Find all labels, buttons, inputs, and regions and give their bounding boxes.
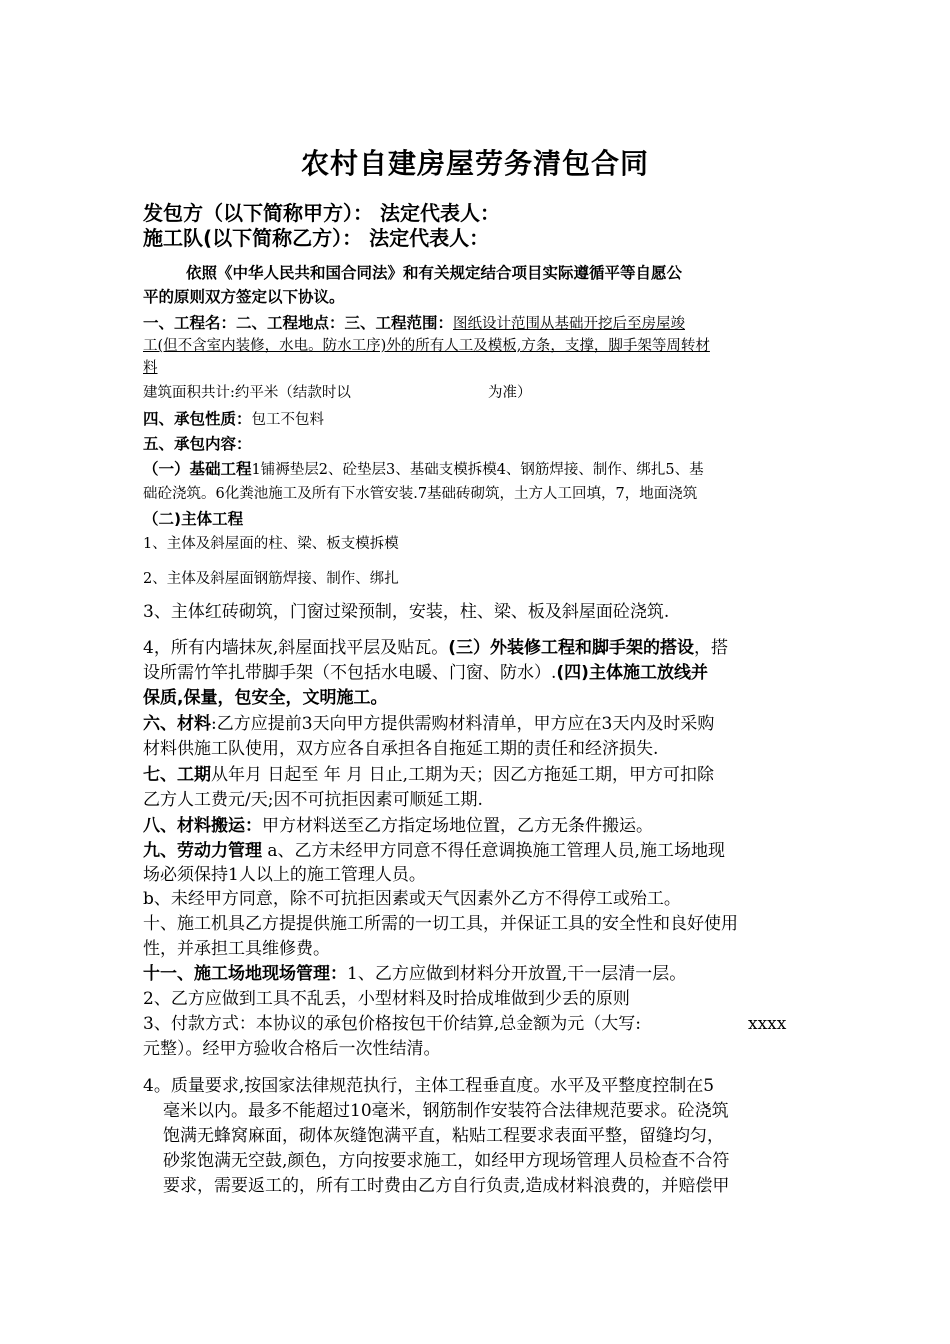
main-works-item-1: 1、主体及斜屋面的柱、梁、板支模拆模	[143, 536, 399, 552]
item-4-tail: ，搭	[694, 638, 729, 658]
foundation-line-1	[143, 458, 704, 481]
main-works-item-4-line-3: 保质,保量，包安全，文明施工。	[143, 688, 388, 708]
quality-line-4: 砂浆饱满无空鼓,颜色，方向按要求施工，如经甲方现场管理人员检查不合符	[163, 1151, 730, 1171]
quality-line-3: 饱满无蜂窝麻面，砌体灰缝饱满平直，粘贴工程要求表面平整，留缝均匀，	[163, 1126, 724, 1146]
section-6-line-1	[143, 713, 714, 735]
section-11-line-1	[143, 963, 686, 985]
section-8-text: 甲方材料送至乙方指定场地位置，乙方无条件搬运。	[262, 816, 653, 836]
section-9-heading: 九、劳动力管理	[143, 841, 262, 861]
party-a-line: 发包方（以下简称甲方）： 法定代表人：	[143, 201, 500, 225]
party-b-line: 施工队(以下简称乙方）： 法定代表人：	[143, 226, 490, 250]
main-works-item-4-line-1	[143, 637, 728, 659]
section-4-line	[143, 408, 324, 431]
section-8-line	[143, 815, 653, 837]
scope-text-3: 料	[143, 360, 158, 376]
section-7-line-1	[143, 764, 714, 786]
payment-amount-placeholder: xxxx	[748, 1014, 787, 1034]
scope-text-1: 图纸设计范围从基础开挖后至房屋竣	[453, 316, 686, 332]
section-10-text-2: 性，并承担工具维修费。	[143, 939, 330, 959]
section-7-heading: 七、工期	[143, 765, 211, 785]
foundation-text-2: 础砼浇筑。6化粪池施工及所有下水管安装.7基础砖砌筑，土方人工回填，7，地面浇筑	[143, 486, 698, 502]
section-6-heading: 六、材料	[143, 714, 211, 734]
preamble-line-2: 平的原则双方签定以下协议。	[143, 288, 345, 306]
section-9-text-3: b、未经甲方同意，除不可抗拒因素或天气因素外乙方不得停工或殆工。	[143, 889, 681, 909]
section-5-heading: 五、承包内容：	[143, 435, 252, 453]
scaffold-text: 设所需竹竿扎带脚手架（不包括水电暖、门窗、防水）.	[143, 663, 557, 683]
section-6-text-2: 材料供施工队使用，双方应各自承担各自拖延工期的责任和经济损失.	[143, 739, 659, 759]
payment-line-1: 3、付款方式：本协议的承包价格按包干价结算,总金额为元（大写:	[143, 1014, 641, 1034]
section-6-text-1: :乙方应提前3天向甲方提供需购材料清单，甲方应在3天内及时采购	[211, 714, 715, 734]
section-1-3-line-1	[143, 312, 685, 335]
section-11-heading: 十一、施工场地现场管理：	[143, 964, 347, 984]
area-line: 建筑面积共计:约平米（结款时以	[143, 385, 351, 401]
section-exterior-heading: (三）外装修工程和脚手架的搭设	[448, 638, 695, 658]
section-9-line-1	[143, 840, 725, 862]
section-4-heading: 四、承包性质：	[143, 410, 252, 428]
quality-line-1: 4。质量要求,按国家法律规范执行，主体工程垂直度。水平及平整度控制在5	[143, 1076, 715, 1096]
main-works-item-4-line-2	[143, 662, 708, 684]
main-works-heading: （二)主体工程	[143, 510, 244, 528]
section-10-text-1: 十、施工机具乙方提提供施工所需的一切工具，并保证工具的安全性和良好使用	[143, 914, 738, 934]
quality-line-5: 要求，需要返工的，所有工时费由乙方自行负责,造成材料浪费的，并赔偿甲	[163, 1176, 730, 1196]
quality-line-2: 毫米以内。最多不能超过10毫米，钢筋制作安装符合法律规范要求。砼浇筑	[163, 1101, 729, 1121]
main-works-item-2: 2、主体及斜屋面钢筋焊接、制作、绑扎	[143, 571, 399, 587]
area-line-tail: 为准）	[488, 385, 532, 401]
scope-text-2: 工(但不含室内装修，水电。防水工序)外的所有人工及模板,方条，支撑，脚手架等周转材	[143, 338, 710, 354]
section-7-text-2: 乙方人工费元/天;因不可抗拒因素可顺延工期.	[143, 790, 483, 810]
main-works-item-3: 3、主体红砖砌筑，门窗过梁预制，安装，柱、梁、板及斜屋面砼浇筑.	[143, 602, 670, 622]
foundation-text-1: 1铺褥垫层2、砼垫层3、基础支模拆模4、钢筋焊接、制作、绑扎5、基	[251, 462, 704, 478]
section-1-3-heading: 一、工程名：二、工程地点：三、工程范围：	[143, 314, 454, 332]
section-11-text-2: 2、乙方应做到工具不乱丢，小型材料及时拾成堆做到少丢的原则	[143, 989, 630, 1009]
preamble-line-1: 依照《中华人民共和国合同法》和有关规定结合项目实际遵循平等自愿公	[186, 264, 683, 282]
payment-line-2: 元整）。经甲方验收合格后一次性结清。	[143, 1039, 441, 1059]
section-7-text-1: 从年月 日起至 年 月 日止,工期为天；因乙方拖延工期，甲方可扣除	[211, 765, 715, 785]
section-8-heading: 八、材料搬运：	[143, 816, 262, 836]
foundation-heading: （一）基础工程	[143, 460, 252, 478]
section-layout-heading: (四)主体施工放线并	[556, 663, 708, 683]
item-4-text: 4，所有内墙抹灰,斜屋面找平层及贴瓦。	[143, 638, 449, 658]
document-title: 农村自建房屋劳务清包合同	[300, 147, 649, 180]
section-4-text: 包工不包料	[251, 412, 325, 428]
section-9-text-1: a、乙方未经甲方同意不得任意调换施工管理人员,施工场地现	[262, 841, 725, 861]
section-9-text-2: 场必须保持1人以上的施工管理人员。	[143, 865, 426, 885]
section-11-text-1: 1、乙方应做到材料分开放置,干一层清一层。	[347, 964, 687, 984]
